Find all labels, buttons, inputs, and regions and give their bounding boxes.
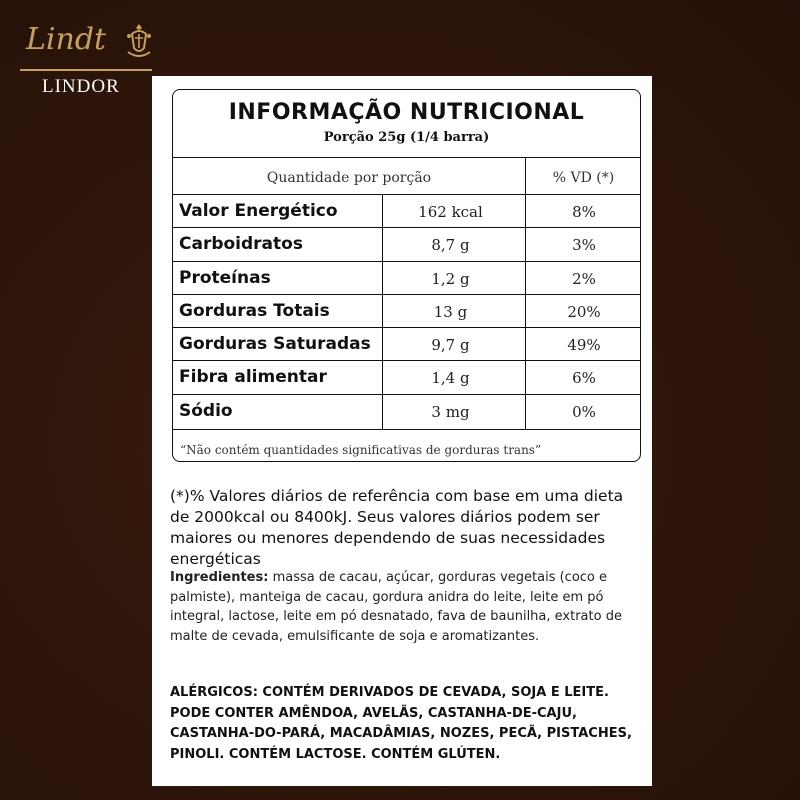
nutrient-quantity: 13 g: [433, 303, 468, 321]
nutrient-name: Gorduras Totais: [179, 301, 330, 321]
table-row: [173, 195, 640, 228]
divider: [173, 157, 640, 158]
nutrient-quantity: 1,4 g: [431, 369, 470, 387]
table-row: [173, 328, 640, 361]
header-vd: % VD (*): [552, 170, 615, 186]
label-panel: [152, 76, 652, 786]
table-row: [173, 395, 640, 428]
table-row: [173, 262, 640, 295]
ingredients-label: Ingredientes:: [170, 570, 269, 585]
logo-divider: [20, 69, 152, 71]
header-quantity: Quantidade por porção: [266, 170, 432, 186]
daily-value-note: (*)% Valores diários de referência com base em uma dieta de 2000kcal ou 8400kJ. Seus valores diários podem ser maiores ou menores dependendo de suas necessidades energéticas: [170, 487, 624, 568]
table-row: [173, 295, 640, 328]
nutrient-quantity: 8,7 g: [431, 236, 470, 254]
nutrient-vd: 49%: [567, 336, 601, 354]
nutrient-name: Fibra alimentar: [179, 367, 327, 387]
nutrient-name: Proteínas: [179, 268, 271, 288]
table-row: [173, 228, 640, 261]
crest-icon: [124, 22, 154, 60]
nutrition-table: [172, 89, 641, 462]
nutrient-quantity: 9,7 g: [431, 336, 470, 354]
product-name: LINDOR: [42, 76, 120, 97]
nutrient-vd: 0%: [572, 403, 596, 421]
nutrient-name: Carboidratos: [179, 234, 303, 254]
nutrient-vd: 8%: [572, 203, 596, 221]
divider: [173, 429, 640, 430]
table-row: [173, 361, 640, 394]
nutrient-vd: 20%: [567, 303, 601, 321]
nutrient-name: Gorduras Saturadas: [179, 334, 371, 354]
brand-name: Lindt: [26, 22, 107, 57]
nutrient-quantity: 3 mg: [431, 403, 470, 421]
nutrient-name: Sódio: [179, 401, 233, 421]
ingredients-text: massa de cacau, açúcar, gorduras vegetais (coco e palmiste), manteiga de cacau, gordura anidra do leite, leite em pó integral, lactose, leite em pó desnatado, fava de baunilha, extrato de malte de cevada, emulsificante de soja e aromatizantes.: [170, 570, 622, 644]
nutrient-vd: 2%: [572, 270, 596, 288]
nutrition-title: INFORMAÇÃO NUTRICIONAL: [228, 100, 585, 125]
nutrient-vd: 3%: [572, 236, 596, 254]
nutrient-name: Valor Energético: [179, 201, 338, 221]
nutrient-quantity: 162 kcal: [418, 203, 483, 221]
trans-fat-note: “Não contém quantidades significativas de gorduras trans”: [180, 443, 542, 457]
ingredients-block: [170, 568, 645, 646]
nutrient-quantity: 1,2 g: [431, 270, 470, 288]
serving-size: Porção 25g (1/4 barra): [323, 130, 490, 145]
allergens-block: ALÉRGICOS: CONTÉM DERIVADOS DE CEVADA, SOJA E LEITE. PODE CONTER AMÊNDOA, AVELÃS, CASTANHA-DE-CAJU, CASTANHA-DO-PARÁ, MACADÂMIAS, NOZES, PECÃ, PISTACHES, PINOLI. CONTÉM LACTOSE. CONTÉM GLÚTEN.: [170, 685, 632, 762]
nutrient-vd: 6%: [572, 369, 596, 387]
brand-logo: [20, 20, 155, 100]
